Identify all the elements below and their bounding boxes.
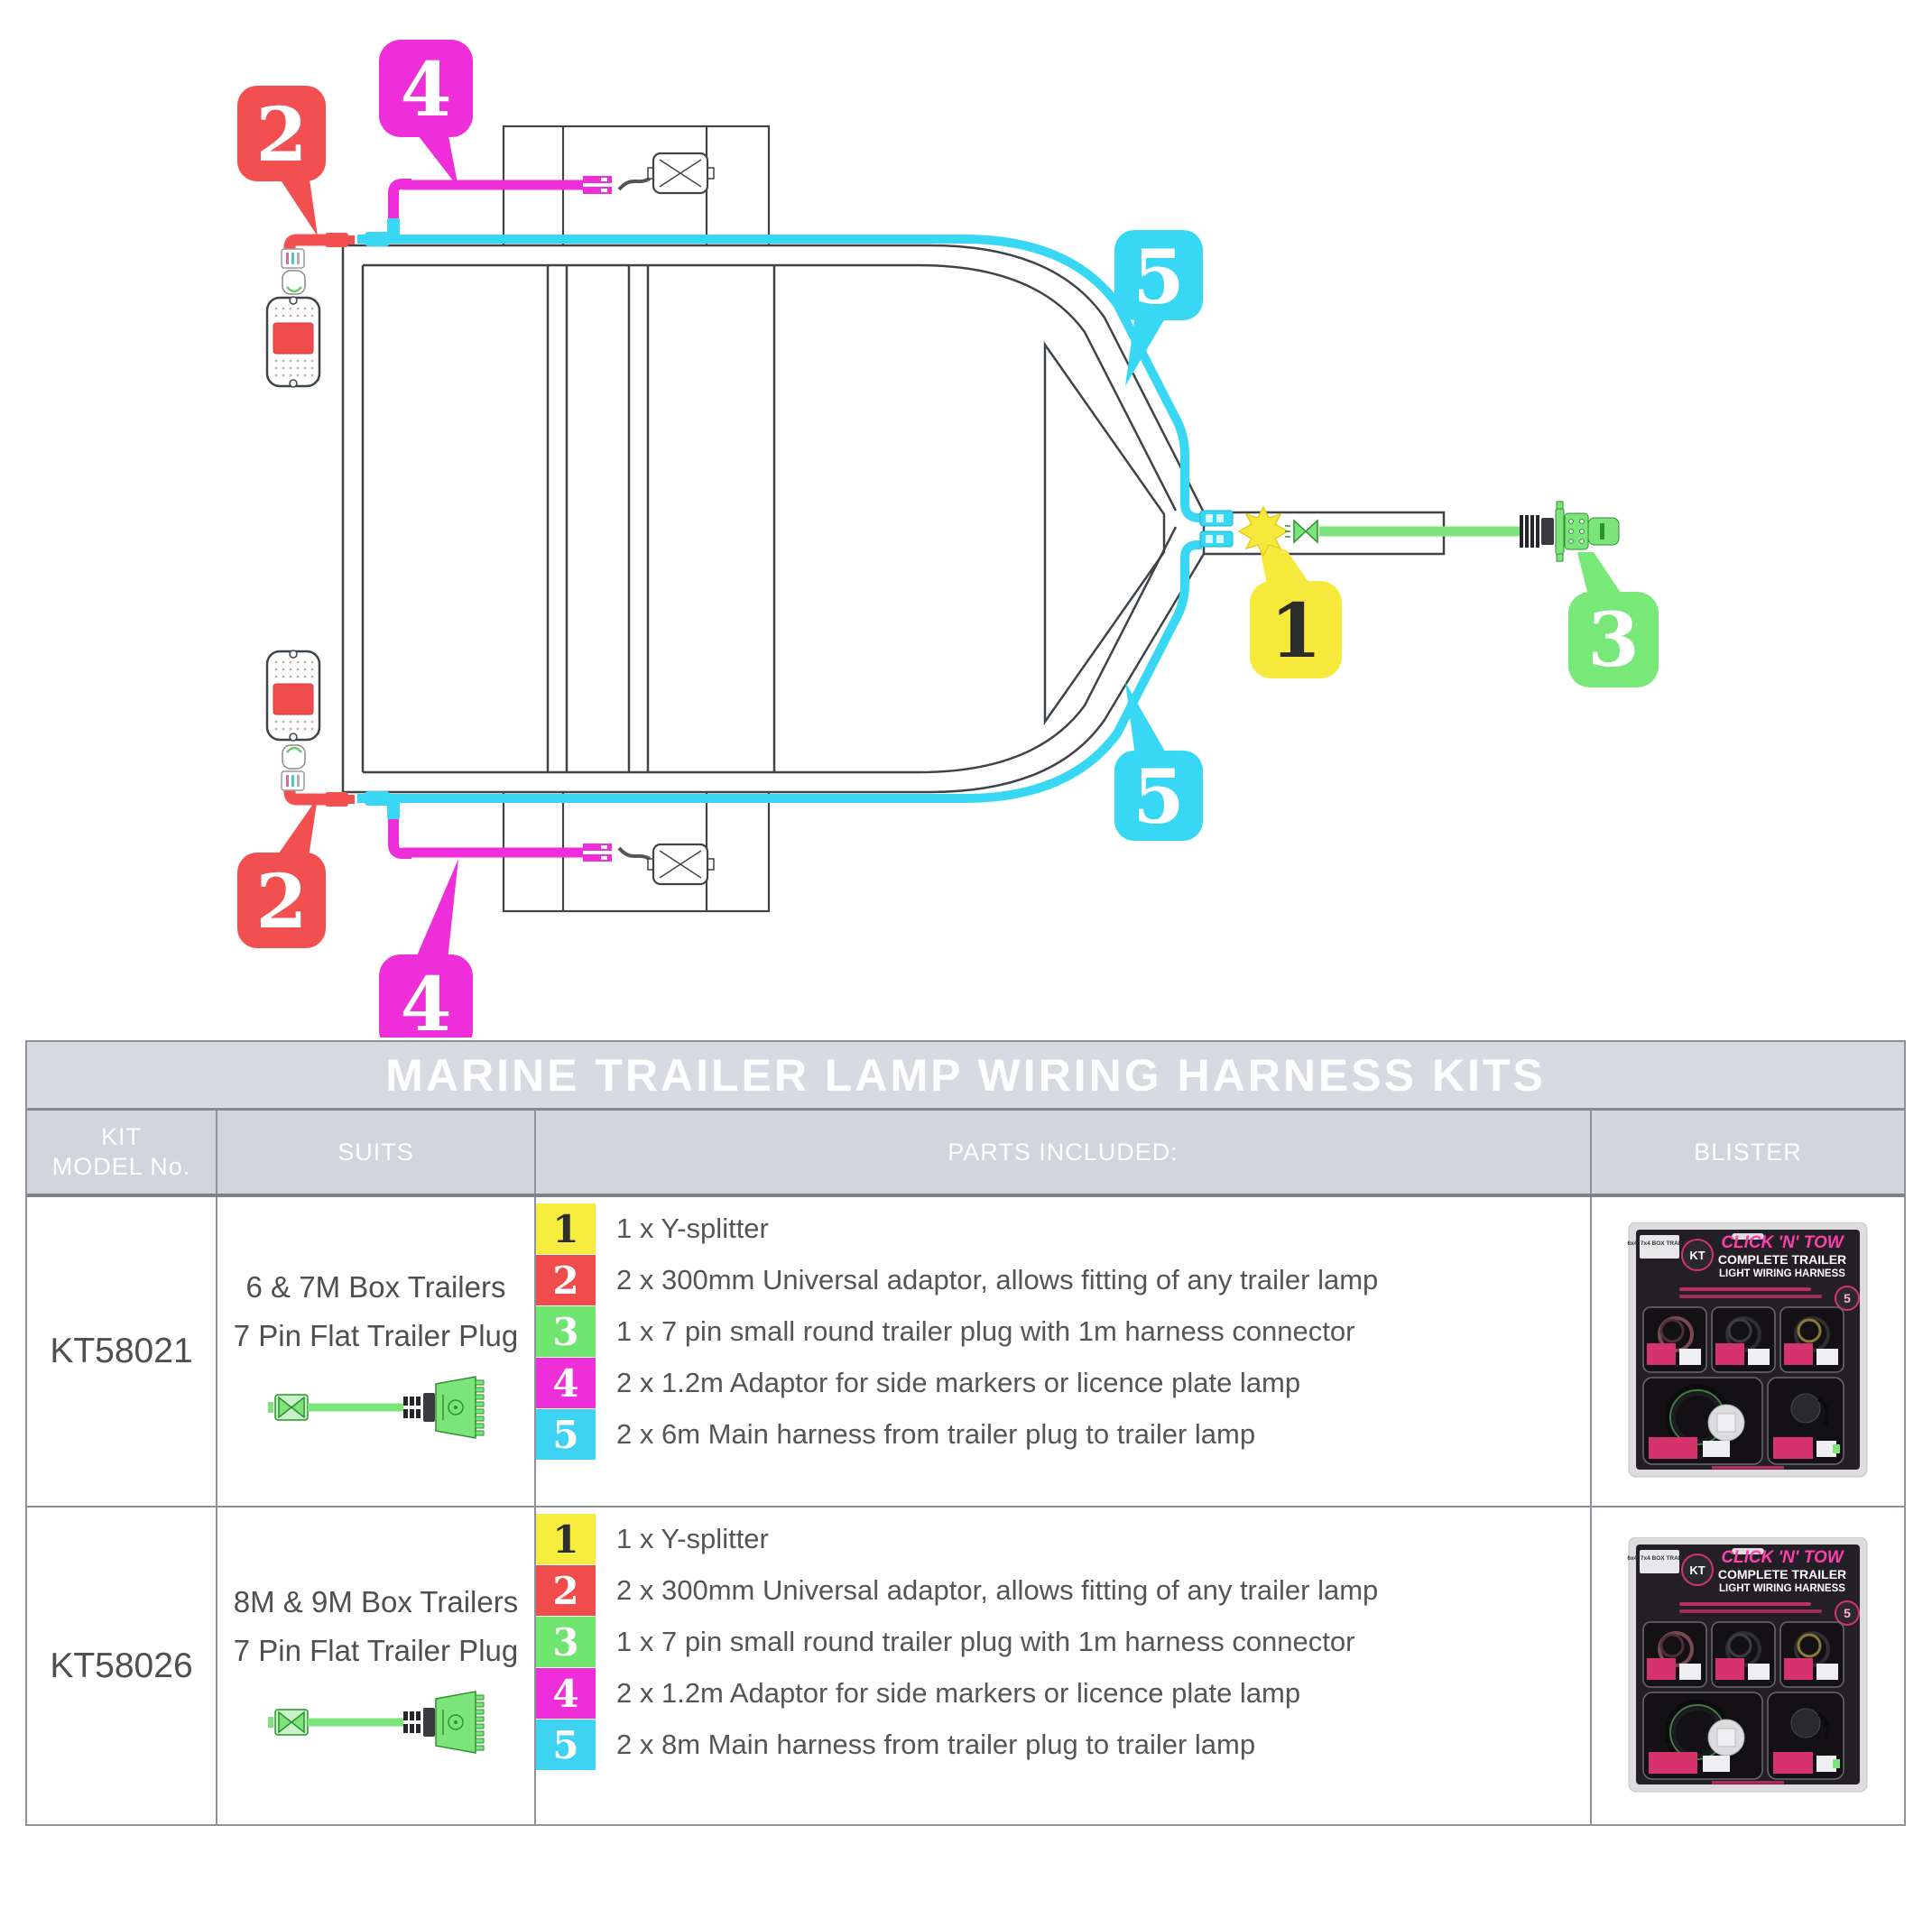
part-item xyxy=(536,1203,1590,1254)
header-kit-model: KIT MODEL No. xyxy=(27,1111,217,1194)
callout-4-top xyxy=(379,40,473,188)
blister-cell xyxy=(1592,1197,1904,1506)
kit-model-number: KT58021 xyxy=(27,1197,217,1506)
blister-pack-photo xyxy=(1625,1537,1871,1795)
tail-lamp-bottom xyxy=(267,650,319,741)
part-number-badge: 1 xyxy=(536,1203,596,1254)
part-item xyxy=(536,1720,1590,1770)
part-text: 1 x 7 pin small round trailer plug with 1m harness connector xyxy=(616,1626,1355,1657)
svg-text:5: 5 xyxy=(1132,754,1185,841)
part-item xyxy=(536,1514,1590,1564)
part-text: 1 x 7 pin small round trailer plug with 1m harness connector xyxy=(616,1315,1355,1347)
part-text: 1 x Y-splitter xyxy=(616,1523,769,1554)
part-item xyxy=(536,1358,1590,1408)
part-text: 2 x 1.2m Adaptor for side markers or licence plate lamp xyxy=(616,1677,1301,1709)
table-row-kt58026 xyxy=(27,1506,1904,1824)
seven-pin-round-plug xyxy=(1520,502,1619,561)
suits-cell xyxy=(217,1197,536,1506)
table-header xyxy=(27,1111,1904,1197)
part-item xyxy=(536,1306,1590,1357)
table-row-kt58021 xyxy=(27,1197,1904,1506)
flat-plug-pictogram xyxy=(266,1375,486,1440)
part-number-badge: 4 xyxy=(536,1668,596,1719)
callout-3 xyxy=(1568,552,1659,687)
part-item xyxy=(536,1617,1590,1667)
svg-text:2: 2 xyxy=(255,92,308,179)
blister-pack-photo xyxy=(1625,1222,1871,1480)
blister-cell xyxy=(1592,1508,1904,1824)
table-title: MARINE TRAILER LAMP WIRING HARNESS KITS xyxy=(27,1042,1904,1111)
svg-text:4: 4 xyxy=(400,962,452,1037)
suits-line: 6 & 7M Box Trailers xyxy=(245,1270,506,1304)
part-number-badge: 3 xyxy=(536,1306,596,1357)
svg-text:3: 3 xyxy=(1587,597,1640,684)
header-suits: SUITS xyxy=(217,1111,536,1194)
part-number-badge: 5 xyxy=(536,1409,596,1460)
flat-plug-pictogram xyxy=(266,1690,486,1755)
tail-lamp-top xyxy=(267,297,319,387)
suits-line: 7 Pin Flat Trailer Plug xyxy=(233,1633,519,1667)
part-number-badge: 5 xyxy=(536,1720,596,1770)
header-blister: BLISTER xyxy=(1694,1138,1802,1166)
part-number-badge: 4 xyxy=(536,1358,596,1408)
parts-list xyxy=(536,1508,1592,1824)
kit-model-number: KT58026 xyxy=(27,1508,217,1824)
svg-text:5: 5 xyxy=(1132,235,1185,321)
part-text: 2 x 300mm Universal adaptor, allows fitting of any trailer lamp xyxy=(616,1264,1379,1296)
part-number-badge: 3 xyxy=(536,1617,596,1667)
callout-1 xyxy=(1250,581,1342,678)
part-item xyxy=(536,1409,1590,1460)
part-number-badge: 2 xyxy=(536,1565,596,1616)
suits-line: 7 Pin Flat Trailer Plug xyxy=(233,1319,519,1352)
svg-text:1: 1 xyxy=(1270,588,1322,675)
part-text: 2 x 300mm Universal adaptor, allows fitting of any trailer lamp xyxy=(616,1574,1379,1606)
callout-2-top xyxy=(237,86,326,236)
part-number-badge: 1 xyxy=(536,1514,596,1564)
part-item xyxy=(536,1668,1590,1719)
kits-table xyxy=(25,1040,1906,1826)
part-number-badge: 2 xyxy=(536,1255,596,1305)
part-item xyxy=(536,1255,1590,1305)
part-text: 2 x 8m Main harness from trailer plug to trailer lamp xyxy=(616,1729,1256,1760)
suits-cell xyxy=(217,1508,536,1824)
svg-text:4: 4 xyxy=(400,47,452,134)
callout-2-bottom xyxy=(237,798,326,948)
parts-list xyxy=(536,1197,1592,1506)
header-parts-included: PARTS INCLUDED: xyxy=(536,1111,1592,1194)
svg-text:2: 2 xyxy=(255,859,308,945)
suits-line: 8M & 9M Box Trailers xyxy=(233,1584,519,1618)
part-text: 2 x 6m Main harness from trailer plug to trailer lamp xyxy=(616,1418,1256,1450)
part-text: 2 x 1.2m Adaptor for side markers or licence plate lamp xyxy=(616,1367,1301,1398)
callout-4-bottom xyxy=(379,859,473,1037)
part-text: 1 x Y-splitter xyxy=(616,1213,769,1244)
part-item xyxy=(536,1565,1590,1616)
